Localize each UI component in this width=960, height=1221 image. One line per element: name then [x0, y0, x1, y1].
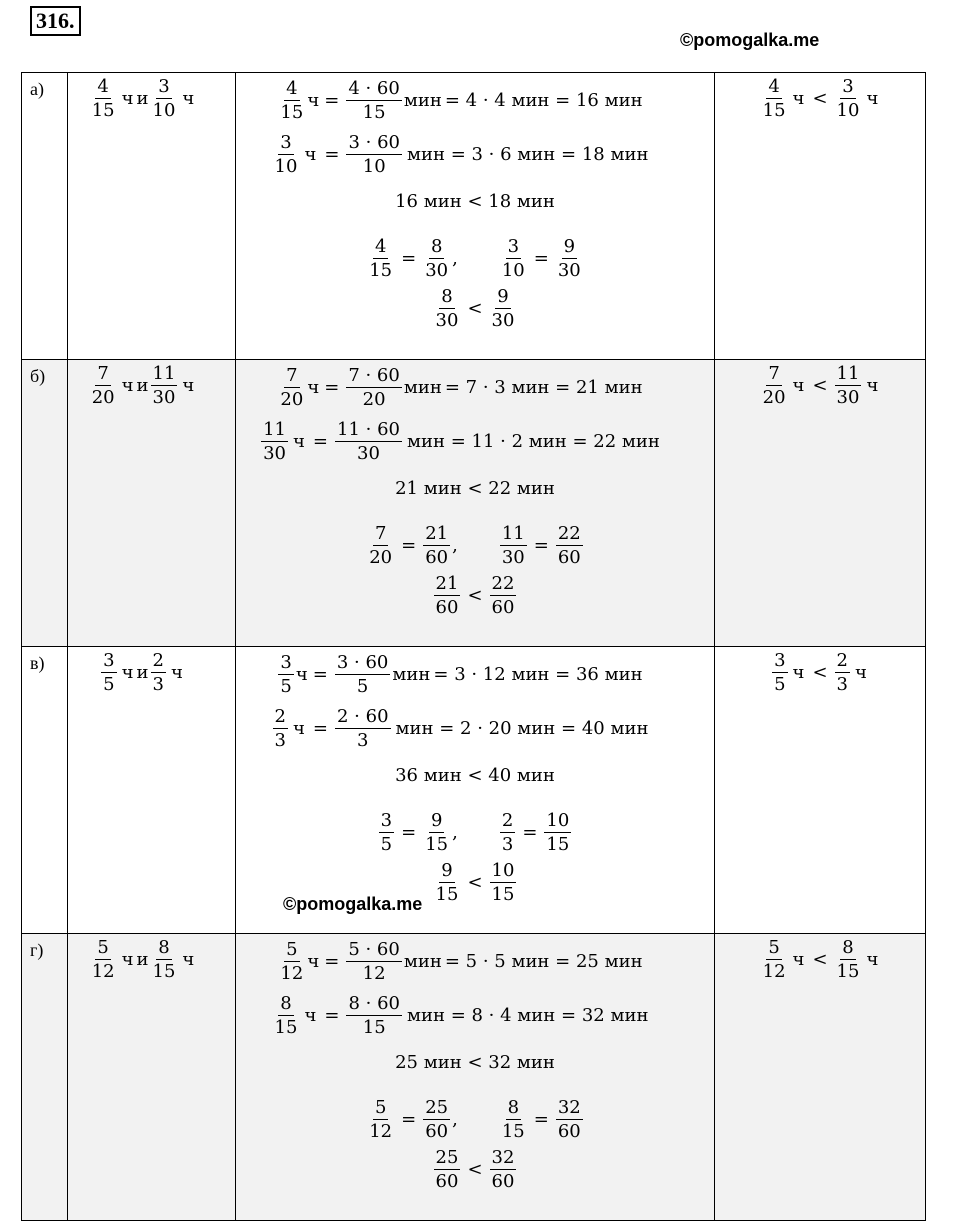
table-row: [22, 360, 926, 647]
fraction-a: $\frac{5}{12}$: [91, 937, 115, 982]
solution-table: [21, 72, 926, 1221]
row-label: г): [22, 934, 68, 1221]
fraction-b: $\frac{8}{15}$: [152, 937, 176, 982]
solution-cell: [236, 934, 715, 1221]
common-denominator-line: $\frac{3}{5}$ = $\frac{9}{15}$ , $\frac{2}{3}$ = $\frac{10}{15}$: [380, 809, 570, 855]
table-row: [22, 647, 926, 934]
task-cell: $\frac{7}{20}$ ч и $\frac{11}{30}$ ч: [68, 360, 236, 647]
minutes-comparison: 21 мин < 22 мин: [395, 477, 555, 499]
common-denominator-line: $\frac{7}{20}$ = $\frac{21}{60}$ , $\frac{11}{30}$ = $\frac{22}{60}$: [369, 522, 581, 568]
task-cell: $\frac{4}{15}$ ч и $\frac{3}{10}$ ч: [68, 73, 236, 360]
fraction-comparison: $\frac{25}{60}$ < $\frac{32}{60}$: [435, 1146, 515, 1192]
fraction-b: $\frac{3}{10}$: [152, 76, 176, 121]
minutes-line-2: $\frac{3}{10}$ ч = $\frac{3 \cdot 60}{10}$ мин = 3 · 6 мин = 18 мин: [274, 131, 649, 177]
answer-cell: $\frac{3}{5}$ ч < $\frac{2}{3}$ ч: [715, 647, 926, 934]
problem-number: 316.: [30, 6, 81, 36]
minutes-line-2: $\frac{8}{15}$ ч = $\frac{8 \cdot 60}{15}$ мин = 8 · 4 мин = 32 мин: [274, 992, 649, 1038]
minutes-comparison: 36 мин < 40 мин: [395, 764, 555, 786]
minutes-line-1: $\frac{7}{20}$ ч = $\frac{7 \cdot 60}{20}$ мин = 7 · 3 мин = 21 мин: [280, 364, 643, 410]
watermark-top: ©pomogalka.me: [680, 30, 820, 50]
minutes-line-1: $\frac{4}{15}$ ч = $\frac{4 \cdot 60}{15}$ мин = 4 · 4 мин = 16 мин: [280, 77, 643, 123]
watermark-mid: ©pomogalka.me: [283, 894, 423, 914]
solution-cell: [236, 73, 715, 360]
task-cell: $\frac{5}{12}$ ч и $\frac{8}{15}$ ч: [68, 934, 236, 1221]
answer-cell: $\frac{5}{12}$ ч < $\frac{8}{15}$ ч: [715, 934, 926, 1221]
solution-cell: [236, 647, 715, 934]
solution-cell: [236, 360, 715, 647]
fraction-b: $\frac{2}{3}$: [152, 650, 164, 695]
minutes-line-1: $\frac{3}{5}$ ч = $\frac{3 \cdot 60}{5}$ мин = 3 · 12 мин = 36 мин: [280, 651, 643, 697]
fraction-comparison: $\frac{8}{30}$ < $\frac{9}{30}$: [435, 285, 515, 331]
fraction-comparison: $\frac{9}{15}$ < $\frac{10}{15}$: [435, 859, 515, 905]
fraction-a: $\frac{7}{20}$: [91, 363, 115, 408]
common-denominator-line: $\frac{5}{12}$ = $\frac{25}{60}$ , $\frac{8}{15}$ = $\frac{32}{60}$: [369, 1096, 581, 1142]
minutes-comparison: 16 мин < 18 мин: [395, 190, 555, 212]
task-cell: $\frac{3}{5}$ ч и $\frac{2}{3}$ ч: [68, 647, 236, 934]
fraction-comparison: $\frac{21}{60}$ < $\frac{22}{60}$: [435, 572, 515, 618]
minutes-comparison: 25 мин < 32 мин: [395, 1051, 555, 1073]
fraction-a: $\frac{3}{5}$: [103, 650, 115, 695]
minutes-line-2: $\frac{11}{30}$ ч = $\frac{11 \cdot 60}{30}$ мин = 11 · 2 мин = 22 мин: [263, 418, 660, 464]
table-row: [22, 73, 926, 360]
row-label: а): [22, 73, 68, 360]
minutes-line-1: $\frac{5}{12}$ ч = $\frac{5 \cdot 60}{12}$ мин = 5 · 5 мин = 25 мин: [280, 938, 643, 984]
row-label: б): [22, 360, 68, 647]
fraction-b: $\frac{11}{30}$: [152, 363, 176, 408]
answer-cell: $\frac{4}{15}$ ч < $\frac{3}{10}$ ч: [715, 73, 926, 360]
fraction-a: $\frac{4}{15}$: [91, 76, 115, 121]
answer-cell: $\frac{7}{20}$ ч < $\frac{11}{30}$ ч: [715, 360, 926, 647]
row-label: в): [22, 647, 68, 934]
minutes-line-2: $\frac{2}{3}$ ч = $\frac{2 \cdot 60}{3}$ мин = 2 · 20 мин = 40 мин: [274, 705, 649, 751]
common-denominator-line: $\frac{4}{15}$ = $\frac{8}{30}$ , $\frac{3}{10}$ = $\frac{9}{30}$: [369, 235, 581, 281]
table-row: [22, 934, 926, 1221]
